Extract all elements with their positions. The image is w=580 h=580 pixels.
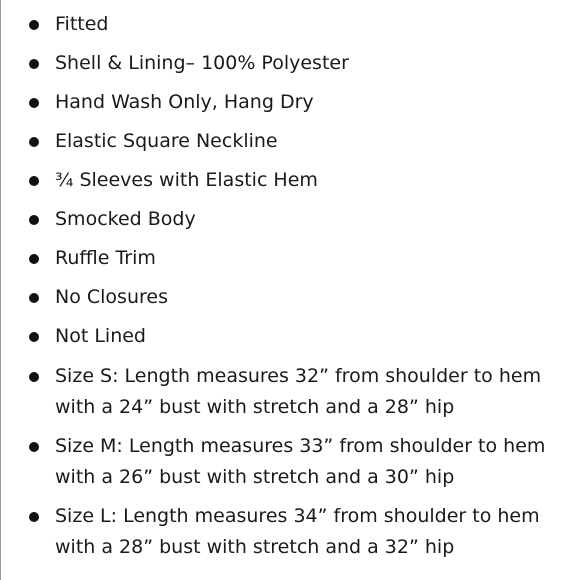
list-item-fitted (0, 10, 575, 39)
bullet-icon (29, 293, 39, 303)
list-item-neckline (0, 127, 575, 156)
bullet-icon (29, 98, 39, 108)
bullet-icon (29, 512, 39, 522)
bullet-icon (29, 137, 39, 147)
list-item-text: Shell & Lining– 100% Polyester (55, 52, 349, 74)
list-item-size-m (0, 431, 575, 493)
list-item-material (0, 49, 575, 78)
bullet-icon (29, 20, 39, 30)
list-item-trim (0, 244, 575, 273)
product-feature-list (0, 10, 575, 571)
bullet-icon (29, 332, 39, 342)
list-item-care (0, 88, 575, 117)
bullet-icon (29, 442, 39, 452)
bullet-icon (29, 254, 39, 264)
list-item-text: Hand Wash Only, Hang Dry (55, 91, 314, 113)
list-item-body (0, 205, 575, 234)
list-item-text: Size L: Length measures 34” from shoulder to hem with a 28” bust with stretch and a 32” hip (55, 505, 540, 558)
bullet-icon (29, 59, 39, 69)
list-item-text: Ruffle Trim (55, 247, 156, 269)
list-item-text: Not Lined (55, 325, 146, 347)
list-item-text: Size M: Length measures 33” from shoulder to hem with a 26” bust with stretch and a 30” hip (55, 435, 546, 488)
list-item-sleeves (0, 166, 575, 195)
list-item-closures (0, 283, 575, 312)
list-item-text: ¾ Sleeves with Elastic Hem (55, 169, 318, 191)
list-item-size-l (0, 501, 575, 563)
list-item-size-s (0, 361, 575, 423)
list-item-text: Smocked Body (55, 208, 196, 230)
list-item-text: Fitted (55, 13, 109, 35)
bullet-icon (29, 372, 39, 382)
list-item-lining (0, 322, 575, 351)
list-item-text: Size S: Length measures 32” from shoulder to hem with a 24” bust with stretch and a 28” hip (55, 365, 542, 418)
bullet-icon (29, 215, 39, 225)
bullet-icon (29, 176, 39, 186)
list-item-text: Elastic Square Neckline (55, 130, 278, 152)
list-item-text: No Closures (55, 286, 168, 308)
